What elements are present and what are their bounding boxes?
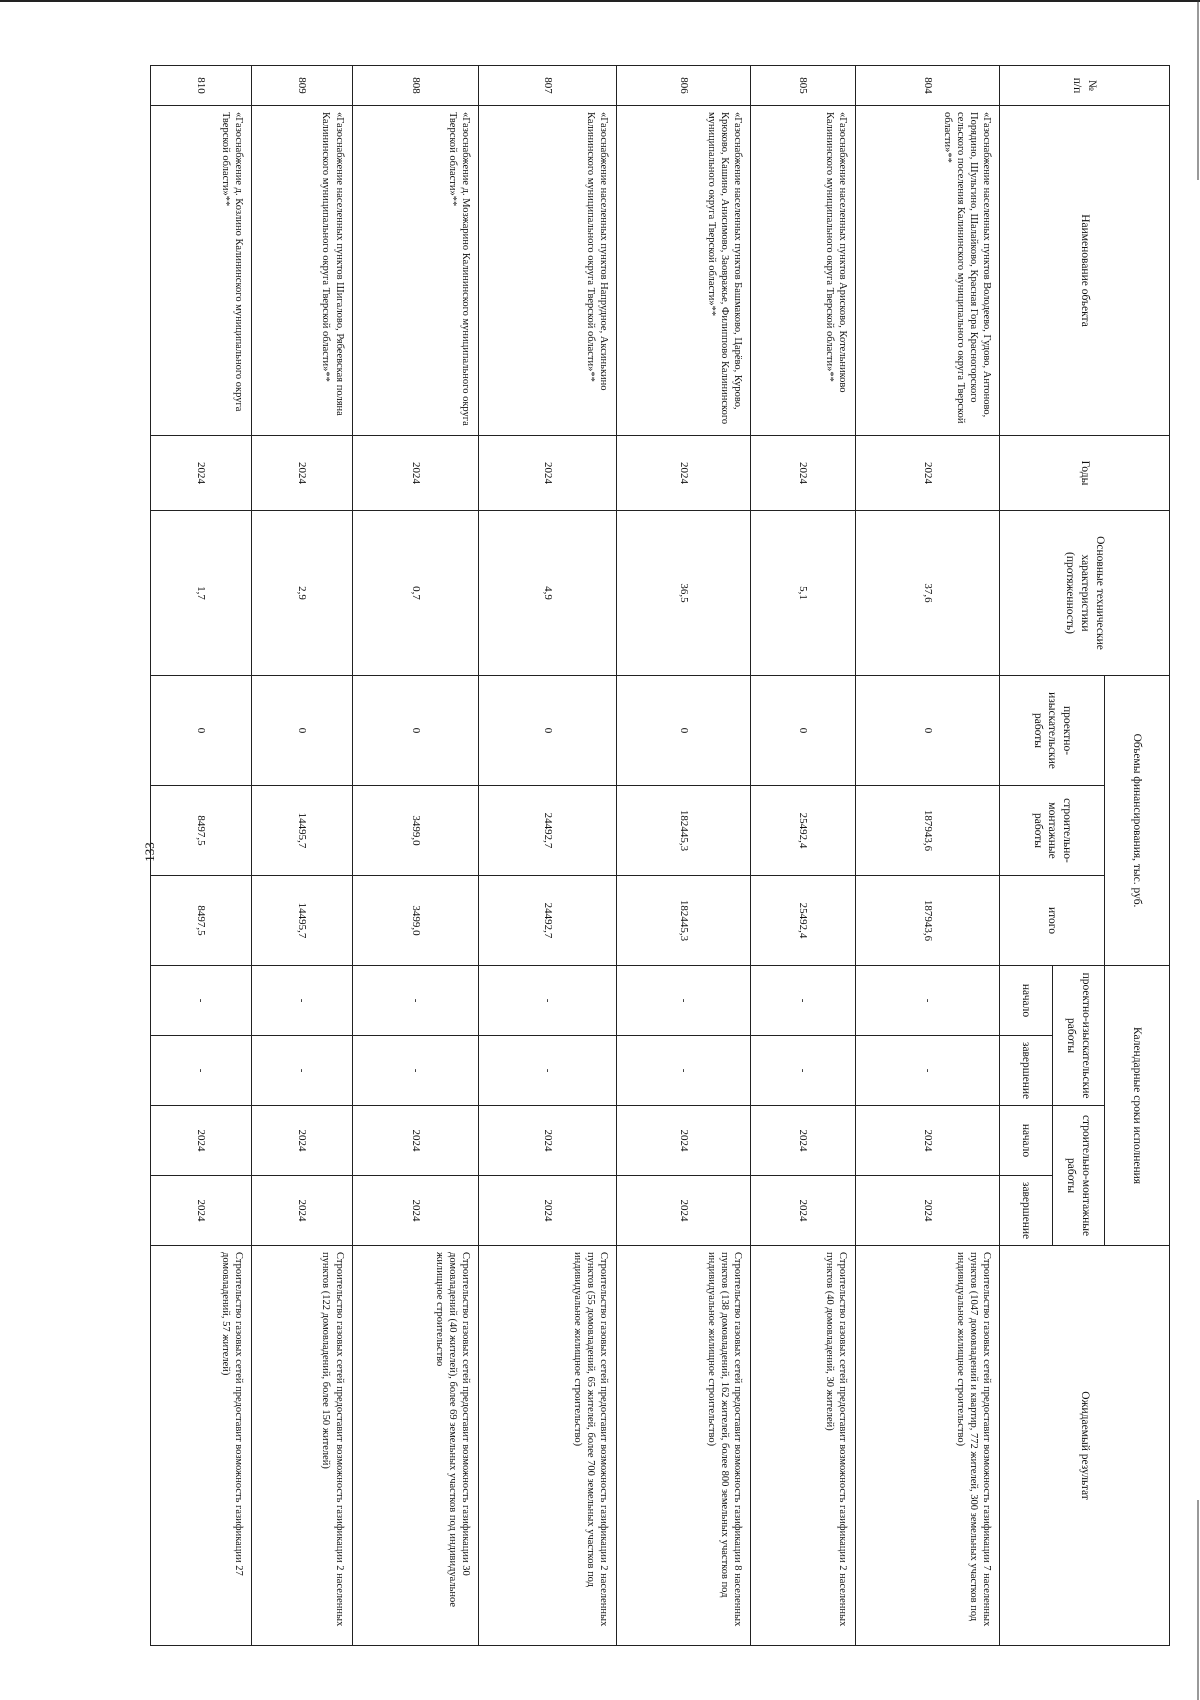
- row-tech: 37,6: [856, 511, 1000, 676]
- row-result: Строительство газовых сетей предоставит возможность газификации 7 населенных пунктов (1047 домовладений и квартир, 772 жителей, 300 земельных участков под индивидуальное жилищное строительство): [856, 1246, 1000, 1646]
- row-tech: 0,7: [352, 511, 479, 676]
- row-design-start: -: [151, 966, 252, 1036]
- table-row: [479, 66, 617, 1646]
- row-design-start: -: [479, 966, 617, 1036]
- row-constr-start: 2024: [617, 1106, 751, 1176]
- header-constr-start: начало: [1000, 1106, 1053, 1176]
- row-funding-design: 0: [617, 676, 751, 786]
- row-constr-start: 2024: [352, 1106, 479, 1176]
- row-design-start: -: [352, 966, 479, 1036]
- row-funding-design: 0: [479, 676, 617, 786]
- header-funding: Объемы финансирования, тыс. руб.: [1105, 676, 1170, 966]
- row-funding-design: 0: [151, 676, 252, 786]
- table-row: [856, 66, 1000, 1646]
- row-num: 809: [251, 66, 352, 106]
- row-funding-design: 0: [750, 676, 855, 786]
- header-schedule-construction: строительно-монтажные работы: [1053, 1106, 1105, 1246]
- row-result: Строительство газовых сетей предоставит возможность газификации 8 населенных пунктов (138 домовладений, 162 жителей, более 800 земельных участков под индивидуальное жилищное строительство): [617, 1246, 751, 1646]
- row-result: Строительство газовых сетей предоставит возможность газификации 2 населенных пунктов (40 домовладений, 30 жителей): [750, 1246, 855, 1646]
- row-num: 808: [352, 66, 479, 106]
- row-result: Строительство газовых сетей предоставит возможность газификации 2 населенных пунктов (122 домовладений, более 150 жителей): [251, 1246, 352, 1646]
- row-design-end: -: [151, 1036, 252, 1106]
- row-funding-design: 0: [856, 676, 1000, 786]
- row-tech: 36,5: [617, 511, 751, 676]
- row-funding-total: 182445,3: [617, 876, 751, 966]
- header-num: № п/п: [1000, 66, 1170, 106]
- header-funding-design: проектно-изыскательские работы: [1000, 676, 1105, 786]
- object-name: «Газоснабжение д. Козлино Калининского муниципального округа Тверской области»**: [151, 106, 252, 436]
- table-row: [251, 66, 352, 1646]
- row-design-end: -: [479, 1036, 617, 1106]
- object-name: «Газоснабжение д. Мозжарино Калининского муниципального округа Тверской области»**: [352, 106, 479, 436]
- row-num: 810: [151, 66, 252, 106]
- row-design-end: -: [856, 1036, 1000, 1106]
- row-constr-start: 2024: [479, 1106, 617, 1176]
- header-result: Ожидаемый результат: [1000, 1246, 1170, 1646]
- row-funding-total: 24492,7: [479, 876, 617, 966]
- row-constr-start: 2024: [750, 1106, 855, 1176]
- row-constr-end: 2024: [251, 1176, 352, 1246]
- row-design-start: -: [856, 966, 1000, 1036]
- row-year: 2024: [750, 436, 855, 511]
- rotated-page: [150, 65, 1170, 1645]
- row-year: 2024: [352, 436, 479, 511]
- header-schedule: Календарные сроки исполнения: [1105, 966, 1170, 1246]
- header-design-end: завершение: [1000, 1036, 1053, 1106]
- header-funding-total: итого: [1000, 876, 1105, 966]
- row-result: Строительство газовых сетей предоставит возможность газификации 27 домовладений, 57 жителей): [151, 1246, 252, 1646]
- row-constr-end: 2024: [750, 1176, 855, 1246]
- row-funding-construction: 187943,6: [856, 786, 1000, 876]
- header-funding-construction: строительно-монтажные работы: [1000, 786, 1105, 876]
- row-funding-construction: 182445,3: [617, 786, 751, 876]
- object-name: «Газоснабжение населенных пунктов Володеево, Гудово, Антоново, Порядино, Шульгино, Шалайково, Красная Гора Красногорского сельского поселения Калининского муниципального округа Тверской области»**: [856, 106, 1000, 436]
- header-tech: Основные технические характеристики (протяженность): [1000, 511, 1170, 676]
- row-year: 2024: [617, 436, 751, 511]
- row-constr-start: 2024: [856, 1106, 1000, 1176]
- header-name: Наименование объекта: [1000, 106, 1170, 436]
- row-funding-total: 14495,7: [251, 876, 352, 966]
- row-year: 2024: [151, 436, 252, 511]
- table-row: [352, 66, 479, 1646]
- header-design-start: начало: [1000, 966, 1053, 1036]
- row-tech: 2,9: [251, 511, 352, 676]
- header-constr-end: завершение: [1000, 1176, 1053, 1246]
- row-num: 805: [750, 66, 855, 106]
- row-funding-construction: 24492,7: [479, 786, 617, 876]
- row-constr-end: 2024: [856, 1176, 1000, 1246]
- row-constr-end: 2024: [352, 1176, 479, 1246]
- row-design-end: -: [352, 1036, 479, 1106]
- row-constr-end: 2024: [479, 1176, 617, 1246]
- row-num: 806: [617, 66, 751, 106]
- row-constr-end: 2024: [151, 1176, 252, 1246]
- row-year: 2024: [251, 436, 352, 511]
- row-design-end: -: [617, 1036, 751, 1106]
- row-design-end: -: [750, 1036, 855, 1106]
- row-funding-total: 3499,0: [352, 876, 479, 966]
- row-funding-total: 187943,6: [856, 876, 1000, 966]
- row-year: 2024: [479, 436, 617, 511]
- table-row: [750, 66, 855, 1646]
- header-years: Годы: [1000, 436, 1170, 511]
- row-year: 2024: [856, 436, 1000, 511]
- row-funding-design: 0: [352, 676, 479, 786]
- header-schedule-design: проектно-изыскательские работы: [1053, 966, 1105, 1106]
- row-design-start: -: [617, 966, 751, 1036]
- table-row: [151, 66, 252, 1646]
- row-funding-total: 8497,5: [151, 876, 252, 966]
- row-funding-construction: 8497,5: [151, 786, 252, 876]
- row-result: Строительство газовых сетей предоставит возможность газификации 30 домовладений (40 жителей), более 69 земельных участков под индивидуальное жилищное строительство: [352, 1246, 479, 1646]
- row-tech: 4,9: [479, 511, 617, 676]
- object-name: «Газоснабжение населенных пунктов Башмаково, Царёво, Курово, Крюково, Кашино, Анисимово, Заовражье, Филиппово Калининского муниципального округа Тверской области»**: [617, 106, 751, 436]
- row-funding-construction: 25492,4: [750, 786, 855, 876]
- object-name: «Газоснабжение населенных пунктов Напрудное, Аксинькино Калининского муниципального округа Тверской области»**: [479, 106, 617, 436]
- row-design-start: -: [251, 966, 352, 1036]
- row-num: 807: [479, 66, 617, 106]
- object-name: «Газоснабжение населенных пунктов Арисково, Котельниково Калининского муниципального округа Тверской области»**: [750, 106, 855, 436]
- row-funding-construction: 14495,7: [251, 786, 352, 876]
- row-result: Строительство газовых сетей предоставит возможность газификации 2 населенных пунктов (55 домовладений, 65 жителей, более 700 земельных участков под индивидуальное жилищное строительство): [479, 1246, 617, 1646]
- row-funding-total: 25492,4: [750, 876, 855, 966]
- object-name: «Газоснабжение населенных пунктов Шигалово, Рябеевская поляна Калининского муниципального округа Тверской области»**: [251, 106, 352, 436]
- row-funding-construction: 3499,0: [352, 786, 479, 876]
- row-constr-start: 2024: [251, 1106, 352, 1176]
- row-funding-design: 0: [251, 676, 352, 786]
- row-tech: 5,1: [750, 511, 855, 676]
- row-num: 804: [856, 66, 1000, 106]
- row-constr-start: 2024: [151, 1106, 252, 1176]
- objects-table: [150, 65, 1170, 1646]
- row-design-end: -: [251, 1036, 352, 1106]
- page-number: 133: [142, 842, 157, 862]
- row-constr-end: 2024: [617, 1176, 751, 1246]
- table-row: [617, 66, 751, 1646]
- row-tech: 1,7: [151, 511, 252, 676]
- row-design-start: -: [750, 966, 855, 1036]
